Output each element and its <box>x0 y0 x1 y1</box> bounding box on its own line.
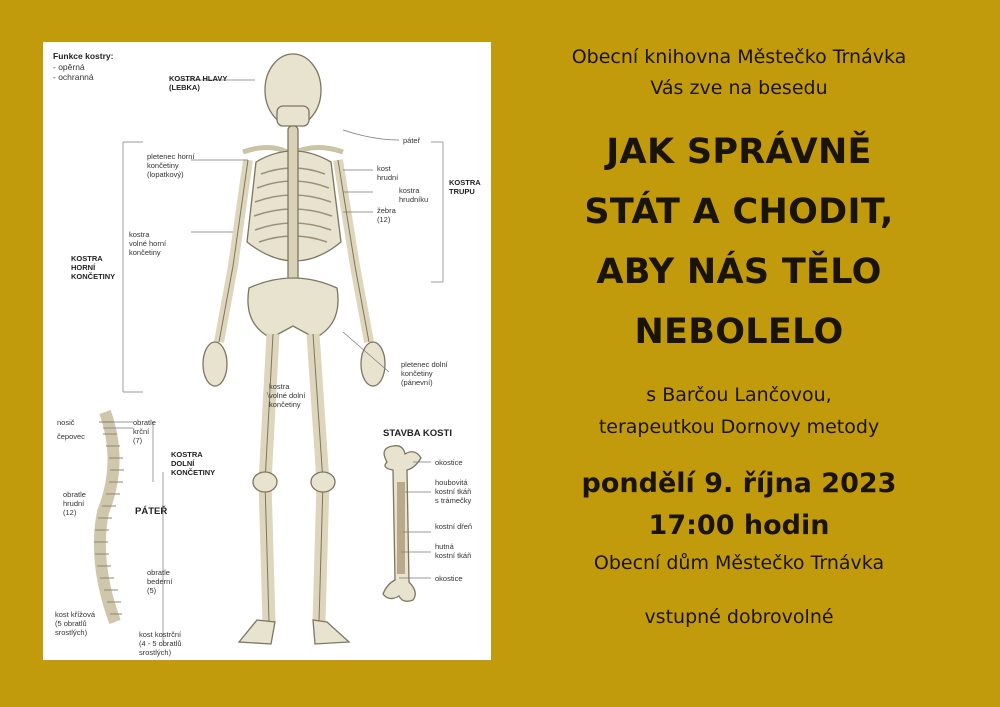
function-protection: - ochranná <box>53 72 94 82</box>
speaker-role: terapeutkou Dornovy metody <box>598 416 880 438</box>
label-bone-structure: STAVBA KOSTI <box>383 428 452 439</box>
label-free-lower-limb: kostra volné dolní končetiny <box>269 382 306 409</box>
label-thorax: kostra hrudníku <box>399 186 429 204</box>
title-line-1: JAK SPRÁVNĚ <box>606 132 872 172</box>
label-compact-bone: hutná kostní tkáň <box>435 542 472 560</box>
label-periosteum-top: okostice <box>435 458 463 467</box>
label-marrow: kostní dřeň <box>435 522 473 531</box>
label-lumbar: obratle bederní (5) <box>147 568 173 595</box>
label-spine-title: PÁTEŘ <box>135 506 168 517</box>
speaker <box>508 379 970 443</box>
label-spine: páteř <box>403 136 421 145</box>
left-hand-shape <box>203 342 227 386</box>
event-date: pondělí 9. října 2023 <box>581 468 897 499</box>
label-cervical: obratle krční (7) <box>133 418 156 445</box>
skeleton-diagram <box>43 42 491 660</box>
label-spongy-bone: houbovitá kostní tkáň s trámečky <box>435 478 472 505</box>
invite-line: Vás zve na besedu <box>650 77 828 99</box>
label-sacrum: kost křížová (5 obratlů srostlých) <box>55 610 96 637</box>
skeleton-illustration <box>43 42 491 660</box>
speaker-name: s Barčou Lančovou, <box>646 384 832 406</box>
pelvis-shape <box>248 278 338 338</box>
organizer: Obecní knihovna Městečko Trnávka <box>571 46 907 68</box>
label-atlas: nosič <box>57 418 75 427</box>
label-thoracic: obratle hrudní (12) <box>63 490 86 517</box>
label-free-upper-limb: kostra volné horní končetiny <box>129 230 167 257</box>
label-shoulder-girdle: pletenec horní končetiny (lopatkový) <box>147 152 195 179</box>
label-skull: KOSTRA HLAVY (LEBKA) <box>169 74 228 92</box>
label-pelvic-girdle: pletenec dolní končetiny (pánevní) <box>401 360 448 387</box>
functions-title: Funkce kostry: <box>53 51 114 61</box>
label-upper-limb: KOSTRA HORNÍ KONČETINY <box>71 254 116 281</box>
label-lower-limb: KOSTRA DOLNÍ KONČETINY <box>171 450 216 477</box>
title-line-4: NEBOLELO <box>634 312 844 352</box>
event-time: 17:00 hodin <box>648 510 830 541</box>
right-foot-shape <box>313 620 349 644</box>
label-sternum: kost hrudní <box>377 164 399 182</box>
admission-fee: vstupné dobrovolné <box>644 606 834 628</box>
label-ribs: žebra (12) <box>377 206 396 224</box>
label-axis: čepovec <box>57 432 85 441</box>
label-coccyx: kost kostrční (4 - 5 obratlů srostlých) <box>139 630 182 657</box>
event-title <box>508 122 970 362</box>
function-support: - opěrná <box>53 62 85 72</box>
title-line-3: ABY NÁS TĚLO <box>596 252 882 292</box>
left-foot-shape <box>239 620 275 644</box>
spine-shape <box>288 126 298 294</box>
invitation-text <box>508 42 970 632</box>
label-periosteum-bottom: okostice <box>435 574 463 583</box>
label-trunk: KOSTRA TRUPU <box>449 178 481 196</box>
right-hand-shape <box>361 342 385 386</box>
jaw-shape <box>277 106 309 126</box>
event-venue: Obecní dům Městečko Trnávka <box>593 552 885 574</box>
title-line-2: STÁT A CHODIT, <box>584 192 894 232</box>
